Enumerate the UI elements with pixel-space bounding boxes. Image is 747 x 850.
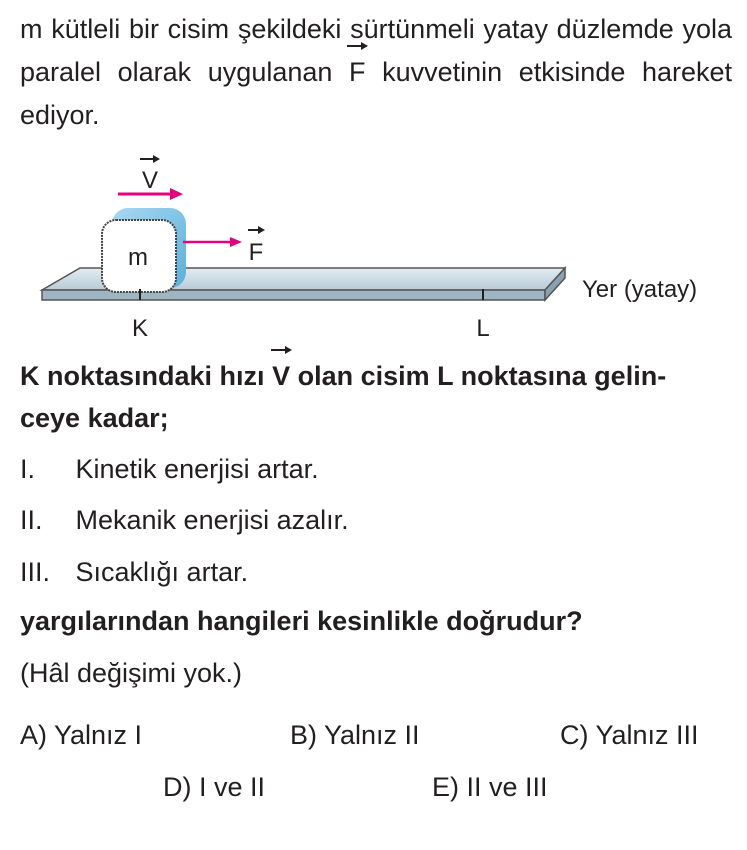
incline-diagram	[0, 150, 747, 350]
question-stem	[20, 355, 732, 439]
statement-2	[20, 503, 349, 537]
velocity-vector-mark	[140, 155, 160, 163]
point-k-label: K	[131, 315, 149, 342]
option-c[interactable]: C) Yalnız III	[560, 720, 699, 750]
intro-text-end: kuvvetinin etkisinde hareket ediyor.	[20, 57, 732, 130]
velocity-symbol: V	[272, 361, 291, 391]
problem-intro	[20, 8, 732, 137]
force-vector-mark	[248, 226, 265, 234]
statement-number: II.	[20, 505, 43, 535]
force-vector-inline	[349, 51, 366, 94]
statement-number: III.	[20, 557, 51, 587]
question-note: (Hâl değişimi yok.)	[20, 658, 243, 688]
option-e[interactable]: E) II ve III	[432, 772, 548, 802]
statement-number: I.	[20, 454, 36, 484]
force-arrow	[183, 237, 242, 247]
ground-label: Yer (yatay)	[582, 276, 698, 303]
intro-text-start: m kütleli bir cisim şekildeki sürtünmeli yatay düzlemde yola paralel olarak uygulanan	[20, 14, 732, 87]
velocity-vector-inline	[272, 355, 290, 397]
question-ask: yargılarından hangileri kesinlikle doğrudur?	[20, 606, 583, 636]
velocity-label: V	[141, 167, 159, 194]
physics-figure	[0, 150, 747, 350]
statement-3	[20, 555, 248, 589]
statement-text: Kinetik enerjisi artar.	[75, 454, 319, 484]
vector-arrow-icon	[345, 41, 369, 51]
stem-text-end: olan cisim L noktasına gelin- ceye kadar;	[20, 361, 667, 433]
statement-text: Mekanik enerjisi azalır.	[75, 505, 349, 535]
statement-1	[20, 452, 319, 486]
option-d[interactable]: D) I ve II	[163, 772, 266, 802]
force-label: F	[248, 239, 264, 266]
force-symbol: F	[349, 57, 366, 87]
option-a[interactable]: A) Yalnız I	[20, 720, 143, 750]
option-b[interactable]: B) Yalnız II	[290, 720, 420, 750]
vector-arrow-icon	[269, 345, 293, 355]
stem-text-start: K noktasındaki hızı	[20, 361, 265, 391]
statement-text: Sıcaklığı artar.	[75, 557, 249, 587]
mass-label: m	[128, 244, 148, 271]
point-l-label: L	[476, 315, 490, 342]
